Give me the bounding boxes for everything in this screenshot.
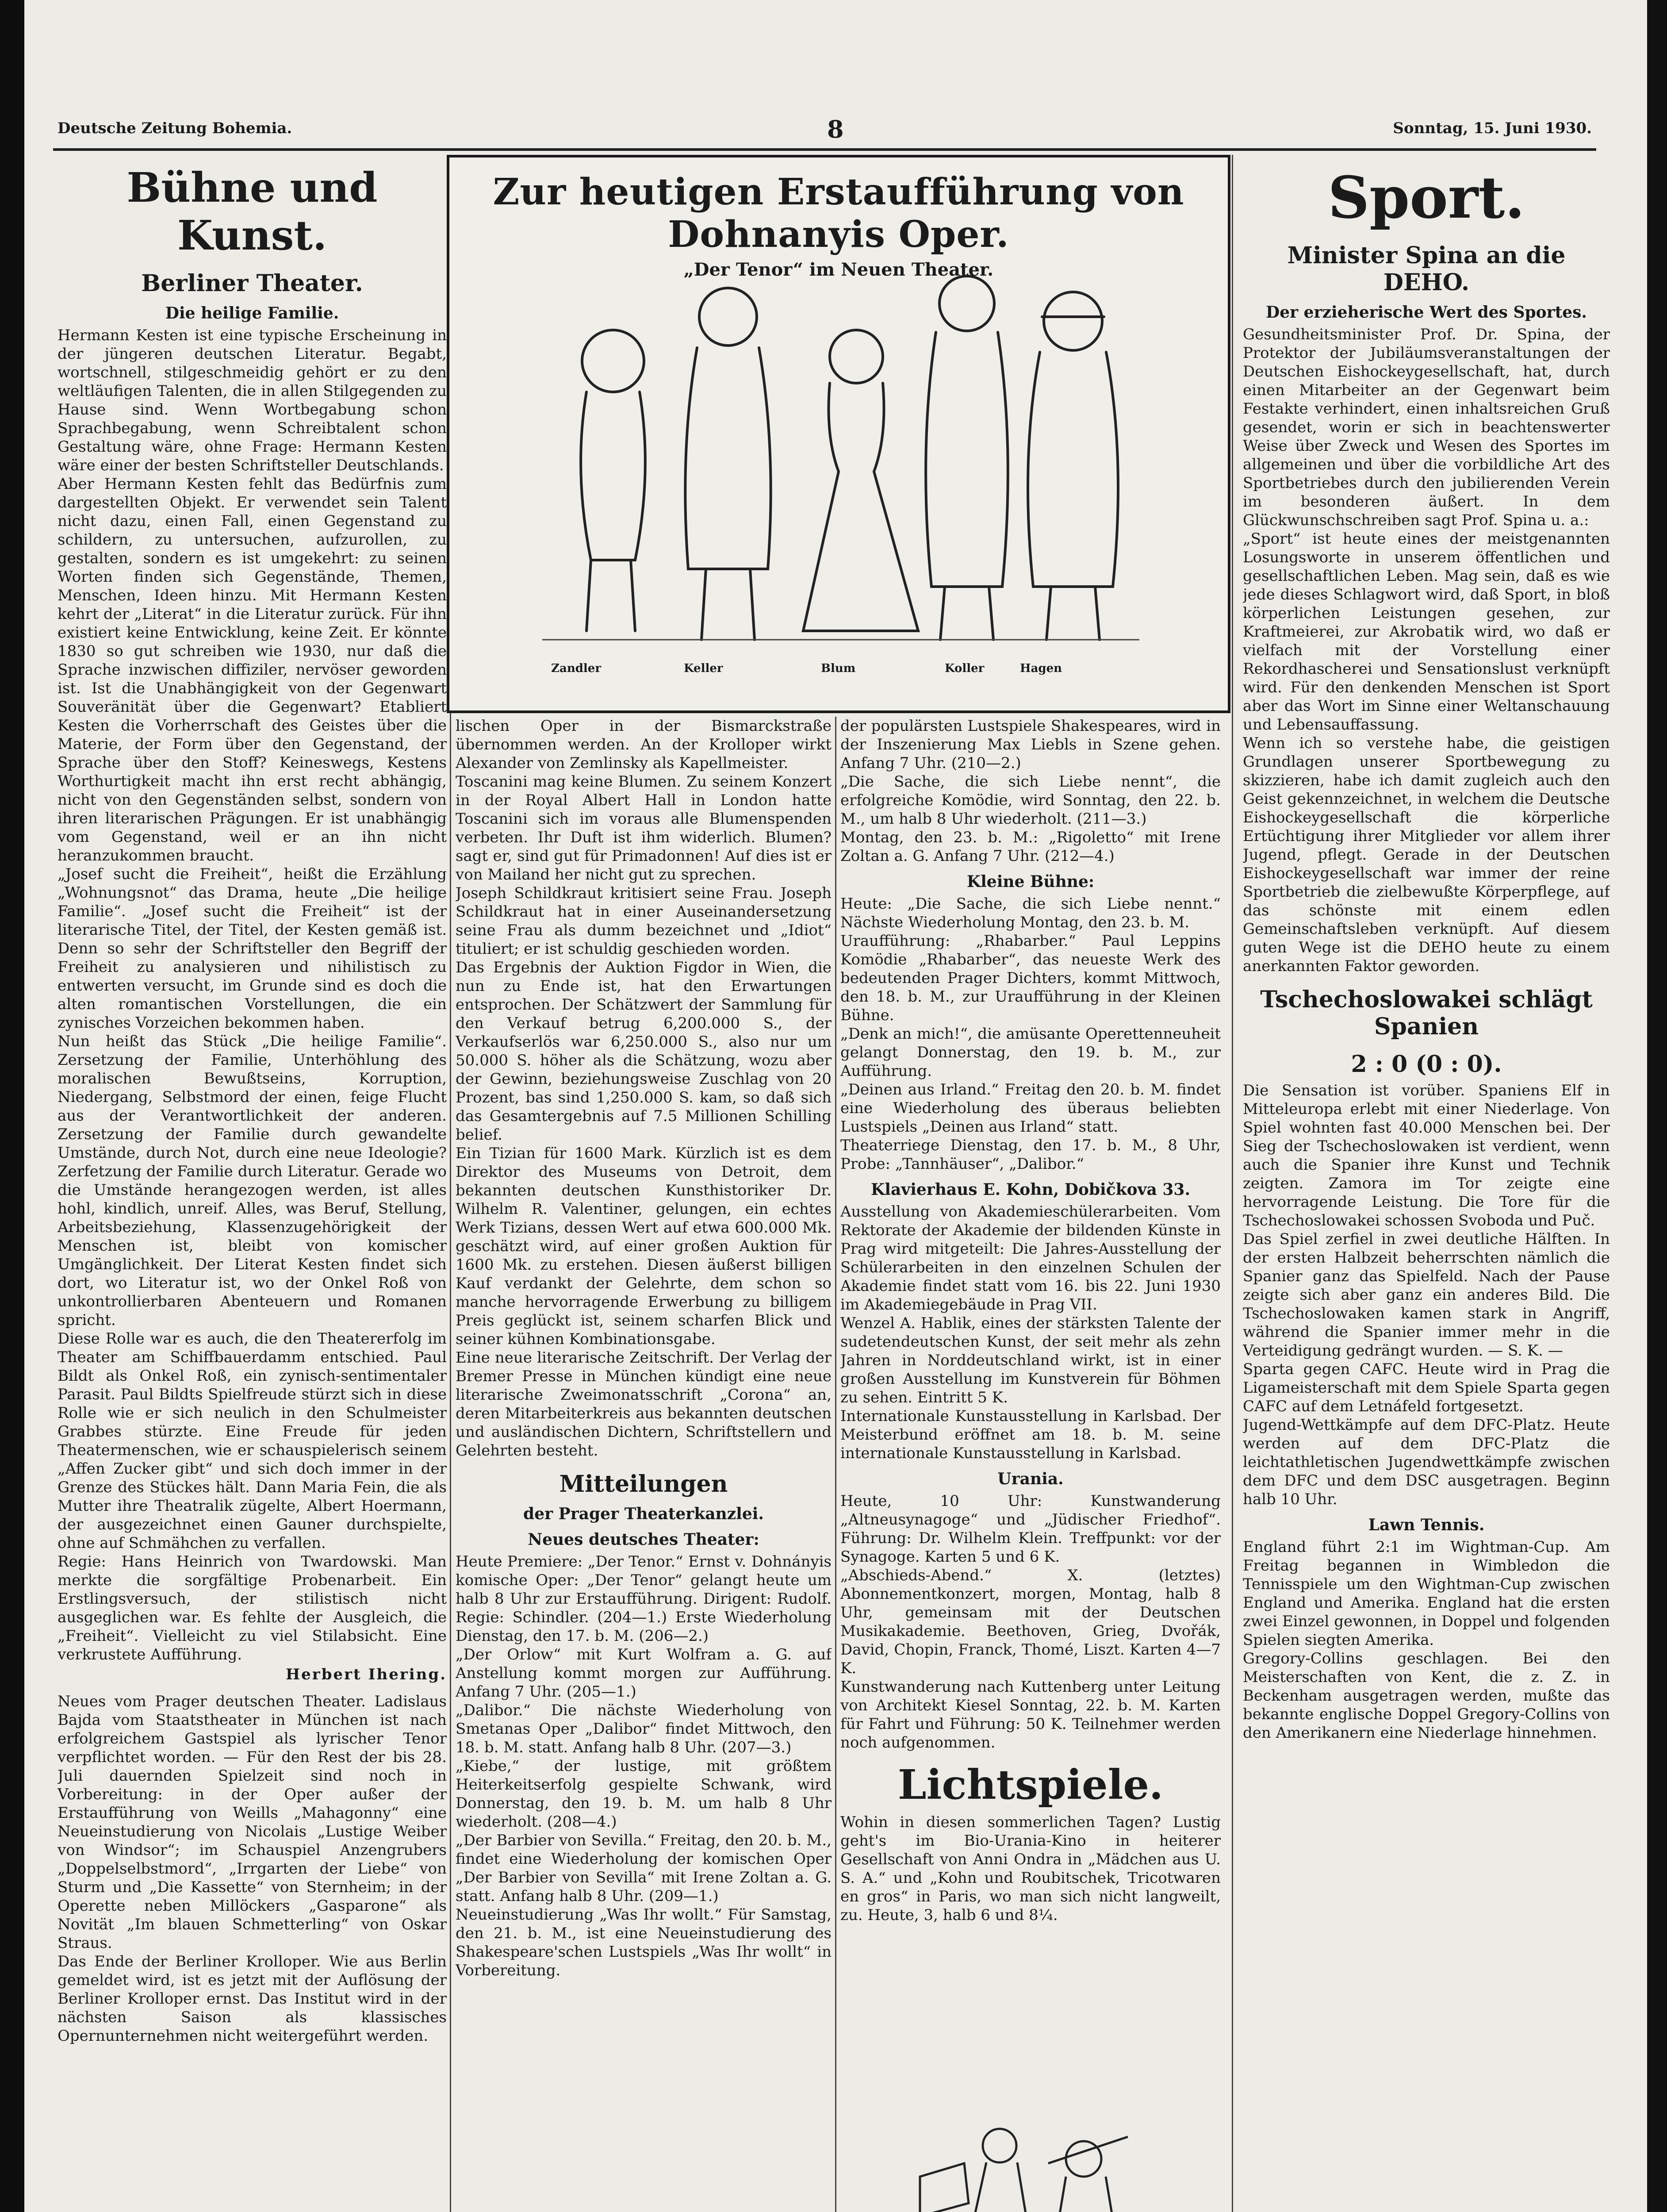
notice-item: Montag, den 23. b. M.: „Rigoletto“ mit Irene Zoltan a. G. Anfang 7 Uhr. (212—4.) [840,829,1221,865]
notice-item: „Kiebe,“ der lustige, mit größtem Heiterkeitserfolg gespielte Schwank, wird Donnerstag, den 19. b. M. um halb 8 Uhr wiederholt. (208—4.) [456,1757,832,1831]
sport-news-item: Jugend-Wettkämpfe auf dem DFC-Platz. Heute werden auf dem DFC-Platz die leichtathletischen Jugendwettkämpfe zwischen dem DFC und dem DSC ausgetragen. Beginn halb 10 Uhr. [1243,1416,1610,1508]
venue-head: Klavierhaus E. Kohn, Dobičkova 33. [870,1180,1191,1199]
article-paragraph: Aber Hermann Kesten fehlt das Bedürfnis zum dargestellten Objekt. Er verwendet sein Talent nicht dazu, einen Fall, einen Gegenstand zu schildern, zu untersuchen, aufzurollen, zu gestalten, sondern es ist umgekehrt: zu seinen Worten finden sich Gegenstände, Themen, Menschen, Ideen hinzu. Mit Hermann Kesten kehrt der „Literat“ in die Literatur zurück. Für ihn existiert keine Entwicklung, keine Zeit. Er könnte 1830 so gut schreiben wie 1930, nur daß die Sprache inzwischen diffiziler, nervöser geworden ist. Ist die Unabhängigkeit von der Gegenwart Souveränität über die Gegenwart? Etabliert Kesten die Vorherrschaft des Geistes über die Materie, der Form über den Gegenstand, der Sprache über den Stoff? Keineswegs, Kestens Worthurtigkeit macht ihn erst recht abhängig, nicht von den Gegenständen selbst, sondern von ihren literarischen Prägungen. Er ist unabhängig vom Gegenstand, weil er an ihn nicht heranzukommen braucht. [57,475,447,864]
match-title: Tschechoslowakei schlägt Spanien [1260,986,1593,1040]
character-label: Zandler [551,662,602,675]
scan-edge-right [1647,0,1667,2212]
notice-head: Neues deutsches Theater: [528,1530,759,1549]
column-sport [1243,155,1610,2212]
column-theater-notices [840,717,1221,2212]
news-item: lischen Oper in der Bismarckstraße übernommen werden. An der Krolloper wirkt Alexander von Zemlinsky als Kapellmeister. [456,717,832,772]
notice-item: der populärsten Lustspiele Shakespeares, wird in der Inszenierung Max Liebls in Szene gehen. Anfang 7 Uhr. (210—2.) [840,717,1221,772]
character-label: Keller [684,662,723,675]
header-rule [53,148,1596,151]
film-section-title: Lichtspiele. [897,1761,1164,1809]
notice-title: Mitteilungen [559,1471,728,1498]
column-buehne-und-kunst [57,155,447,2212]
article-paragraph: Hermann Kesten ist eine typische Erscheinung in der jüngeren deutschen Literatur. Begabt, wortschnell, stilgeschmeidig gehört er zu den weltläufigen Talenten, die in allen Stilgegenden zu Hause sind. Wenn Wortbegabung schon Sprachbegabung, wenn Schreibtalent schon Gestaltung wäre, ohne Frage: Hermann Kesten wäre einer der besten Schriftsteller Deutschlands. [57,326,447,474]
notice-item: Theaterriege Dienstag, den 17. b. M., 8 Uhr, Probe: „Tannhäuser“, „Dalibor.“ [840,1137,1221,1173]
notice-item: Ausstellung von Akademieschülerarbeiten. Vom Rektorate der Akademie der bildenden Künste in Prag wird mitgeteilt: Die Jahres-Ausstellung der Schülerarbeiten in den einzelnen Schulen der Akademie findet statt vom 16. bis 22. Juni 1930 im Akademiegebäude in Prag VII. [840,1203,1221,1313]
news-item: Joseph Schildkraut kritisiert seine Frau. Joseph Schildkraut hat in einer Auseinandersetzung seine Frau als dumm bezeichnet und „Idiot“ tituliert; er ist schuldig geschieden worden. [456,884,832,958]
illustration-subtitle: „Der Tenor“ im Neuen Theater. [683,259,994,280]
page-number: 8 [827,115,844,143]
article-paragraph: Regie: Hans Heinrich von Twardowski. Man merkte die sorgfältige Probenarbeit. Ein Erstlingsversuch, der stilistisch nicht ausgeglichen war. Es fehlte der Ausgleich, die „Freiheit“. Vielleicht zu viel Stilabsicht. Eine verkrustete Aufführung. [57,1553,447,1663]
notice-item: Heute, 10 Uhr: Kunstwanderung „Altneusynagoge“ und „Jüdischer Friedhof“. Führung: Dr. Wilhelm Klein. Treffpunkt: vor der Synagoge. Karten 5 und 6 K. [840,1492,1221,1566]
news-item: Toscanini mag keine Blumen. Zu seinem Konzert in der Royal Albert Hall in London hatte Toscanini sich im voraus alle Blumenspenden verbeten. Ihr Duft ist ihm widerlich. Blumen? sagt er, sind gut für Primadonnen! Auf dies ist er von Mailand her nicht gut zu sprechen. [456,773,832,883]
character-label: Blum [821,662,856,675]
news-item: Eine neue literarische Zeitschrift. Der Verlag der Bremer Presse in München kündigt eine neue literarische Zweimonatsschrift „Corona“ an, deren Mitarbeiterkreis aus bekannten deutschen und ausländischen Dichtern, Schriftstellern und Gelehrten besteht. [456,1349,832,1459]
notice-item: Neueinstudierung „Was Ihr wollt.“ Für Samstag, den 21. b. M., ist eine Neueinstudierung des Shakespeare'schen Lustspiels „Was Ihr wollt“ in Vorbereitung. [456,1906,832,1979]
news-item: Neues vom Prager deutschen Theater. Ladislaus Bajda vom Staatstheater in München ist nach erfolgreichem Gastspiel als lyrischer Tenor verpflichtet worden. — Für den Rest der bis 28. Juli dauernden Spielzeit sind noch in Vorbereitung: in der Oper außer der Erstaufführung von Weills „Mahagonny“ eine Neueinstudierung von Nicolais „Lustige Weiber von Windsor“; im Schauspiel Anzengrubers „Doppelselbstmord“, „Irrgarten der Liebe“ von Sturm und „Die Kassette“ von Sternheim; in der Operette neben Millöckers „Gasparone“ als Novität „Im blauen Schmetterling“ von Oskar Straus. [57,1693,447,1952]
article-title: Berliner Theater. [141,270,363,297]
tennis-item: Gregory-Collins geschlagen. Bei den Meisterschaften von Kent, die z. Z. in Beckenham ausgetragen werden, mußte das bekannte englische Doppel Gregory-Collins von den Amerikanern eine Niederlage hinnehmen. [1243,1650,1610,1742]
film-item: Wohin in diesen sommerlichen Tagen? Lustig geht's im Bio-Urania-Kino in heiterer Gesellschaft von Anni Ondra in „Mädchen aus U. S. A.“ und „Kohn und Roubitschek, Tricotwaren en gros“ in Paris, wo man sich nicht langweilt, zu. Heute, 3, halb 6 und 8¼. [840,1813,1221,1924]
notice-item: Heute: „Die Sache, die sich Liebe nennt.“ Nächste Wiederholung Montag, den 23. b. M. [840,895,1221,931]
page-header [57,115,1592,146]
small-stage-head: Kleine Bühne: [966,872,1095,891]
column-divider [835,717,836,2212]
notice-item: Wenzel A. Hablik, eines der stärksten Talente der sudetendeutschen Kunst, der seit mehr als zehn Jahren in Norddeutschland wirkt, ist in einer großen Ausstellung im Kunstverein für Böhmen zu sehen. Eintritt 5 K. [840,1314,1221,1406]
news-item: Das Ende der Berliner Krolloper. Wie aus Berlin gemeldet wird, ist es jetzt mit der Auflösung der Berliner Krolloper ernst. Das Institut wird in der nächsten Saison als klassisches Opernunternehmen nicht weitergeführt werden. [57,1953,447,2045]
column-divider [1232,155,1233,2212]
news-item: Ein Tizian für 1600 Mark. Kürzlich ist es dem Direktor des Museums von Detroit, dem bekannten deutschen Kunsthistoriker Dr. Wilhelm R. Valentiner, gelungen, ein echtes Werk Tizians, dessen Wert auf etwa 600.000 Mk. geschätzt wird, auf einer großen Auktion für 1600 Mk. zu erstehen. Diesen äußerst billigen Kauf verdankt der Gelehrte, dem schon so manche hervorragende Erwerbung zu billigem Preis geglückt ist, seinem scharfen Blick und seiner kühnen Kombinationsgabe. [456,1144,832,1348]
illustration-title: Zur heutigen Erstaufführung von Dohnanyis Oper. [493,171,1184,256]
character-label: Hagen [1020,662,1062,675]
notice-item: Internationale Kunstausstellung in Karlsbad. Der Meisterbund eröffnet am 18. b. M. seine internationale Kunstausstellung in Karlsbad. [840,1407,1221,1462]
issue-date: Sonntag, 15. Juni 1930. [1393,119,1592,137]
section-title: Bühne und Kunst. [126,164,378,259]
match-score: 2 : 0 (0 : 0). [1351,1051,1502,1078]
scan-edge-left [0,0,24,2212]
notice-item: „Dalibor.“ Die nächste Wiederholung von Smetanas Oper „Dalibor“ findet Mittwoch, den 18. b. M. statt. Anfang halb 8 Uhr. (207—3.) [456,1701,832,1756]
sport-news-item: Sparta gegen CAFC. Heute wird in Prag die Ligameisterschaft mit dem Spiele Sparta gegen CAFC auf dem Letnáfeld fortgesetzt. [1243,1360,1610,1415]
article-paragraph: Gesundheitsminister Prof. Dr. Spina, der Protektor der Jubiläumsveranstaltungen der Deutschen Eishockeygesellschaft, hat, durch einen Mitarbeiter an der Gegenwart beim Festakte verhindert, einen inhaltsreichen Gruß gesendet, worin er sich in beachtenswerter Weise über Zweck und Wesen des Sportes im allgemeinen und über die vorbildliche Art des Sportbetriebes durch den jubilierenden Verein im besonderen äußert. In dem Glückwunschschreiben sagt Prof. Spina u. a.: [1243,326,1610,529]
tennis-item: England führt 2:1 im Wightman-Cup. Am Freitag begannen in Wimbledon die Tennisspiele um den Wightman-Cup zwischen England und Amerika. England hat die ersten zwei Einzel gewonnen, in Doppel und folgenden Spielen siegten Amerika. [1243,1538,1610,1649]
masthead-name: Deutsche Zeitung Bohemia. [57,119,292,137]
article-paragraph: „Sport“ ist heute eines der meistgenannten Losungsworte in unserem öffentlichen und gesellschaftlichen Leben. Mag sein, daß es wie jede dieses Schlagwort wird, daß Sport, in bloß körperlichen Leistungen gesehen, zur Kraftmeierei, zur Akrobatik wird, wo daß er vielfach mit der Vorstellung einer Rekordhascherei und Sensationslust verknüpft wird. Für den denkenden Menschen ist Sport aber das Wort im Sinne einer Weltanschauung und Lebensauffassung. [1243,530,1610,733]
news-item: Das Ergebnis der Auktion Figdor in Wien, die nun zu Ende ist, hat den Erwartungen entsprochen. Der Schätzwert der Sammlung für den Verkauf betrug 6,200.000 S., der Verkaufserlös war 6,250.000 S., also nur um 50.000 S. höher als die Schätzung, wozu aber der Gewinn, beziehungsweise Zuschlag von 20 Prozent, bas sind 1,250.000 S. kam, so daß sich das Gesamtergebnis auf 7.5 Millionen Schilling belief. [456,959,832,1144]
match-paragraph: Das Spiel zerfiel in zwei deutliche Hälften. In der ersten Halbzeit beherrschten nämlich die Spanier ganz das Spielfeld. Nach der Pause zeigte sich aber ganz ein anderes Bild. Die Tschechoslowaken kamen stark in Angriff, während die Spanier immer mehr in die Verteidigung gedrängt wurden. — S. K. — [1243,1230,1610,1359]
article-paragraph: Nun heißt das Stück „Die heilige Familie“. Zersetzung der Familie, Unterhöhlung des moralischen Bewußtseins, Korruption, Niedergang, Selbstmord der einen, feige Flucht aus der Verantwortlichkeit der anderen. Zersetzung der Familie durch gewandelte Umstände, durch Not, durch eine neue Ideologie? Zerfetzung der Familie durch Literatur. Gerade wo die Umstände herangezogen werden, ist alles hohl, kindlich, unreif. Alles, was Beruf, Stellung, Arbeitsbeziehung, Klassenzugehörigkeit der Menschen ist, bleibt von komischer Umgänglichkeit. Der Literat Kesten findet sich dort, wo Literatur ist, wo der Onkel Roß von unkontrollierbaren Abenteuern und Romanen spricht. [57,1033,447,1329]
notice-item: „Die Sache, die sich Liebe nennt“, die erfolgreiche Komödie, wird Sonntag, den 22. b. M., um halb 8 Uhr wiederholt. (211—3.) [840,773,1221,828]
notice-item: Kunstwanderung nach Kuttenberg unter Leitung von Architekt Kiesel Sonntag, 22. b. M. Karten für Fahrt und Führung: 50 K. Teilnehmer werden noch aufgenommen. [840,1678,1221,1751]
article-paragraph: „Josef sucht die Freiheit“, heißt die Erzählung „Wohnungsnot“ das Drama, heute „Die heilige Familie“. „Josef sucht die Freiheit“ ist der literarische Titel, der Titel, der Kesten gemäß ist. Denn so sehr der Schriftsteller den Begriff der Freiheit zu analysieren und nihilistisch zu entwerten versucht, im Grunde sind es doch die alten romantischen Vorstellungen, die ein zynisches Vorzeichen bekommen haben. [57,865,447,1032]
notice-item: „Abschieds-Abend.“ X. (letztes) Abonnementkonzert, morgen, Montag, halb 8 Uhr, gemeinsam mit der Deutschen Musikakademie. Beethoven, Grieg, Dvořák, David, Chopin, Franck, Thomé, Liszt. Karten 4—7 K. [840,1567,1221,1677]
opera-caricature-drawing [520,250,1157,657]
notice-subtitle: der Prager Theaterkanzlei. [523,1505,764,1523]
article-paragraph: Wenn ich so verstehe habe, die geistigen Grundlagen unserer Sportbewegung zu skizzieren, habe ich damit zugleich auch den Geist gekennzeichnet, in welchem die Deutsche Eishockeygesellschaft die körperliche Ertüchtigung ihrer Mitglieder vor allem ihrer Jugend, pflegt. Gerade in der Deutschen Eishockeygesellschaft war immer der reine Sportbetrieb die zielbewußte Körperpflege, auf das schönste mit einem edlen Gemeinschaftsleben verknüpft. Auf diesem guten Wege ist die DEHO heute zu einem anerkannten Faktor geworden. [1243,734,1610,975]
tennis-head: Lawn Tennis. [1368,1516,1485,1534]
notice-item: Heute Premiere: „Der Tenor.“ Ernst v. Dohnányis komische Oper: „Der Tenor“ gelangt heute um halb 8 Uhr zur Erstaufführung. Dirigent: Rudolf. Regie: Schindler. (204—1.) Erste Wiederholung Dienstag, den 17. b. M. (206—2.) [456,1553,832,1645]
notice-item: „Deinen aus Irland.“ Freitag den 20. b. M. findet eine Wiederholung des überaus beliebten Lustspiels „Deinen aus Irland“ statt. [840,1081,1221,1136]
illustration-box [447,155,1230,713]
notice-item: „Der Barbier von Sevilla.“ Freitag, den 20. b. M., findet eine Wiederholung der komischen Oper „Der Barbier von Sevilla“ mit Irene Zoltan a. G. statt. Anfang halb 8 Uhr. (209—1.) [456,1832,832,1905]
article-paragraph: Diese Rolle war es auch, die den Theatererfolg im Theater am Schiffbauerdamm entschied. Paul Bildt als Onkel Roß, ein zynisch-sentimentaler Parasit. Paul Bildts Spielfreude stürzt sich in diese Rolle wie er sich neulich in den Schulmeister Grabbes stürzte. Eine Freude für jeden Theatermenschen, wie er schauspielerisch seinem „Affen Zucker gibt“ und sich doch immer in der Grenze des Stückes hält. Dann Maria Fein, die als Mutter ihre Theatralik zügelte, Albert Hoermann, der ausgezeichnet einen Gauner durchspielte, ohne auf Schmähchen zu verfallen. [57,1330,447,1552]
notice-item: Uraufführung: „Rhabarber.“ Paul Leppins Komödie „Rhabarber“, das neueste Werk des bedeutenden Prager Dichters, kommt Mittwoch, den 18. b. M., zur Uraufführung in der Kleinen Bühne. [840,932,1221,1024]
section-title: Sport. [1328,164,1525,231]
character-label: Koller [945,662,985,675]
notice-item: „Denk an mich!“, die amüsante Operettenneuheit gelangt Donnerstag, den 19. b. M., zur Aufführung. [840,1025,1221,1080]
notice-item: „Der Orlow“ mit Kurt Wolfram a. G. auf Anstellung kommt morgen zur Aufführung. Anfang 7 Uhr. (205—1.) [456,1646,832,1701]
urania-head: Urania. [997,1470,1064,1488]
author-signature: Herbert Ihering. [286,1666,447,1683]
article-title: Minister Spina an die DEHO. [1287,242,1566,296]
column-news-notes [456,717,832,2212]
umbrella-cartoon-drawing [854,2110,1216,2212]
match-paragraph: Die Sensation ist vorüber. Spaniens Elf in Mitteleuropa erlebt mit einer Niederlage. Von Spiel wohnten fast 40.000 Menschen bei. Der Sieg der Tschechoslowaken ist verdient, wenn auch die Spanier ihre Kunst und Technik zeigten. Zamora im Tor zeigte eine hervorragende Leistung. Die Tore für die Tschechoslowakei schossen Svoboda und Puč. [1243,1082,1610,1229]
article-subtitle: Der erzieherische Wert des Sportes. [1266,303,1587,322]
article-subtitle: Die heilige Familie. [165,304,339,323]
